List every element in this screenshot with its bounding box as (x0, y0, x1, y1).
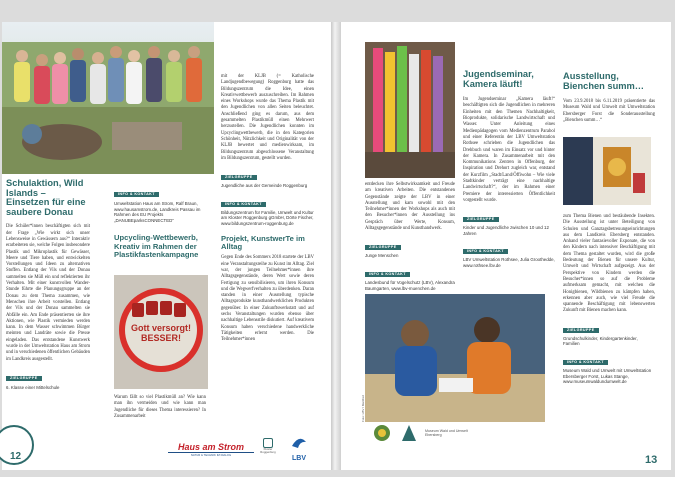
page-number-right: 13 (645, 454, 658, 466)
article-body: entdecken ihre Selbstwirksamkeit und Freude am kreativen Arbeiten. Die entstandenen Gegenstände zeigte der LBV in einer Ausstellung und kam sowohl mit den Teilnehmer*innen der Workshops als auch mit den Besucher*innen der Ausstellung ins Gespräch über Werte, Konsum, Alltagsgegenstände und Kunsthandwerk. (365, 182, 455, 232)
article-upcycling (114, 182, 206, 260)
lbv-wordmark: LBV (292, 455, 306, 462)
kloster-label: Kloster Roggenburg (260, 447, 276, 455)
zielgruppe-text: Junge Menschen (365, 253, 399, 259)
children-photo (365, 294, 545, 422)
info-tag: INFO & KONTAKT (563, 360, 608, 365)
article-bienchen-cont (563, 214, 655, 385)
article-heading: Jugendseminar, Kamera läuft! (463, 69, 534, 89)
article-body: Die Schüler*innen beschäftigten sich mit der Frage „Wie wirkt sich unser Lebensweise in Gewässern aus?“ Interaktiv erarbeiteten sie, welche Folgen insbesondere Plastik und Mikroplastik für Gewässer, Meere und Tiere haben, und entwickelten Vorstellungen und Ideen zu alternativen Stoffen. Entlang der Vils und der Donau sammelten sie Müll ein und reflektierten ihr Verhalten. Mit einer kunstvollen Wander-Stunde führte die Planungsgruppe an der Donau zu dem Thema zusammen, wie Menschen ihre Arbeit vorstellen. Entlang der Vils und der Donau sammelten sie Abfälle ein. Am Ende präsentierten sie ihre Aktionen, wie Plastik vermieden werden kann. In dem Wasser schwimmen Bürger meinten und Landräte sowie die Presse eingeladen. Das entstandene Kunstwerk wurde in der Umweltstation Haus am Strom und in verschiedenen öffentlichen Gebäuden im Landkreis ausgestellt. (6, 224, 90, 362)
article-schulaktion (6, 179, 90, 391)
zielgruppe-text: Kinder und Jugendliche zwischen 10 und 12 Jahren (463, 225, 549, 236)
article-heading: Upcycling-Wettbewerb, Kreativ im Rahmen der Plastikfastenkampagne (114, 233, 199, 260)
info-tag: INFO & KONTAKT (463, 249, 508, 254)
page-number-left: 12 (10, 451, 22, 462)
info-tag: INFO & KONTAKT (221, 202, 266, 207)
zielgruppe-tag: ZIELGRUPPE (463, 217, 499, 222)
article-heading: Projekt, KunstwerTe im Alltag (221, 233, 305, 251)
zielgruppe-text: Jugendliche aus der Gemeinde Roggenburg (221, 183, 308, 189)
zielgruppe-text: 6. Klasse einer Mittelschule (6, 384, 60, 390)
museum-label: Museum Wald und Umwelt Ebersberg (425, 428, 468, 437)
zielgruppe-tag: ZIELGRUPPE (6, 376, 42, 381)
logo-museum (371, 424, 481, 442)
logo-haus-am-strom (168, 442, 254, 457)
info-text: LBV Umweltstation Rothsee, Julia Groothedde, www.rothsee.lbv.de (463, 257, 555, 269)
bottle-cap-lettering: Gott versorgt! BESSER! (130, 323, 191, 343)
info-tag: INFO & KONTAKT (365, 272, 410, 277)
zielgruppe-tag: ZIELGRUPPE (221, 175, 257, 180)
left-page (2, 22, 331, 470)
article-body: mit der KLJB (= Katholische Landjugendbewegung) Roggenburg hatte das Bildungszentrum die Idee, einen Kreativwettbewerb auszuschreiben. Im Rahmen eines Workshops wurde das Thema Plastik mit den Jugendlichen von allen Seiten beleuchtet. Anschließend ging es darum, aus dem gesammelten Plastikmüll einen Mehrwert herzustellen. Die Jugendlichen konnten im Upcyclingwettbewerb, die in den Kategorien Schönheit, Nützlichkeit und Originalität von der KLJB bewertet und medienwirksam, im Bildungszentrum abgeschlossene Veranstaltung im Bildungszentrum, gestellt wurden. (221, 74, 314, 161)
info-text: Museum Wald und Umwelt mit Umweltstation Ebersberger Forst, Lukas Stange, www.museumwaldundumwelt.de (563, 367, 652, 385)
article-body: zum Thema Bienen und bestäubende Insekten. Die Ausstellung ist unter Beteiligung von Schulen und Ganztagsbetreuungseinrichtungen aus dem Landkreis Ebersberg entstanden. Anhand vieler fantasievoller Exponate, die von den Kindern nach intensiver Beschäftigung mit dem Thema gestaltet wurden, wird die große Bedeutung der Bienen für unsere Kultur, Umwelt und Wirtschaft aufgezeigt. Aus der Perspektive von Kindern werden die Besucher*innen so auf die Probleme aufmerksam gemacht, mit welchen die Honigbienen, Wildbienen zu kämpfen haben, erkennen aber auch, wie viel Freude die spannende Beschäftigung mit lebenswerten Zukunft mit Bienen machen kann. (563, 214, 655, 314)
article-body: Gegen Ende des Sommers 2018 startete der LBV eine Veranstaltungsreihe zu Kunst im Alltag. Ziel war, der jungen Teilnehmer*innen ihre Alltagsgegenstände, deren Wert sowie deren Fertigung zu sensibilisieren, um ihren Konsum und die Wegwerfverhalten zu überdenken. Daran standen in einer Ausstellung typische Alltagsprodukte kunsthandwerklichen Produkten gegenüber. In einer Zukunftswerkstatt und auf sechs Veranstaltungen wurden ebenso über nachhaltige Lebensstile diskutiert. Auf kreativem Konsum haben verschiedene handwerkliche Tätigkeiten erlernt werden. Die Teilnehmer*innen (221, 255, 314, 343)
info-text: Umweltstation Haus am Strom, Ralf Braun, www.hausamstrom.de, Landkreis Passau im Rahmen des EU Projekts „DANUBEparksCONNECTED“ (114, 201, 201, 223)
article-column-3 (221, 74, 314, 344)
haus-am-strom-wordmark: Haus am Strom (177, 442, 245, 452)
info-text: Landesbund für Vogelschutz (LBV), Alexandra Baumgarten, www.lbv-muenchen.de (365, 279, 455, 291)
art-photo (365, 42, 455, 178)
zielgruppe-tag: ZIELGRUPPE (365, 245, 401, 250)
photo-credit: Foto: LBV / Manfred (361, 395, 365, 422)
right-page (341, 22, 671, 470)
info-text: Bildungszentrum für Familie, Umwelt und Kultur am Kloster Roggenburg gGmbH, Dörte Fischer, www.bildungszentrum-roggenburg.de (221, 209, 314, 226)
article-heading: Ausstellung, Bienchen summ… (563, 71, 645, 91)
article-body: Im Jugendseminar „Kamera läuft!“ beschäftigten sich die Jugendlichen in mehreren Einheiten mit den Themen Nachhaltigkeit, Bioprodukte, solidarische Landwirtschaft und Wasser. Unter Anleitung eines Medienpädagogen vom Medienzentrum Parabol und einer Referentin der LBV Umweltstation Rothsee schrieben die Jugendlichen das Drehbuch und waren im Einsatz vor und hinter der Kamera. In Zusammenarbeit mit den Kommunikations Zentren in Offenburg, der Inspiration und Drehort zugleich war, entstand der Kurzfilm „Stadt/Land/Öffiwohn – Wie viele Stadtkinder verträgt eine nachhaltige Landwirtschaft?“, der im Rahmen einer Premiere der interessierten Öffentlichkeit vorgestellt wurde. (463, 97, 555, 203)
upcycling-photo (114, 275, 208, 389)
haus-am-strom-subline: NATUR & TECHNIK IM DIALOG (168, 452, 254, 457)
article-heading: Schulaktion, Wild Islands – Einsetzen für eine saubere Donau (6, 178, 86, 217)
article-body: Vom 23.9.2018 bis 6.11.2019 präsentierte das Museum Wald und Umwelt mit Umweltstation Ebersberger Forst die Sonderausstellung „Bienchen summ…“ (563, 99, 655, 124)
article-kunstwerte-cont (365, 182, 455, 291)
upcycling-body: Warum fällt so viel Plastikmüll an? Wie kann man ihn vermeiden und wie kann man Jugendliche für dieses Thema interessieren? In Zusammenarbeit (114, 395, 206, 419)
logo-kloster (258, 438, 278, 454)
bee-exhibit-photo (563, 137, 651, 205)
zielgruppe-tag: ZIELGRUPPE (563, 328, 599, 333)
leaf-icon (401, 424, 417, 442)
info-tag: INFO & KONTAKT (114, 192, 159, 197)
book-gutter (331, 22, 341, 470)
group-photo (2, 22, 214, 174)
zielgruppe-text: Grundschulkinder, Kindergartenkinder, Familien (563, 335, 638, 347)
lbv-bird-icon (290, 436, 308, 450)
logo-lbv (286, 436, 312, 462)
article-bienchen (563, 72, 655, 124)
museum-icon (371, 424, 393, 442)
article-jugendseminar (463, 70, 555, 269)
